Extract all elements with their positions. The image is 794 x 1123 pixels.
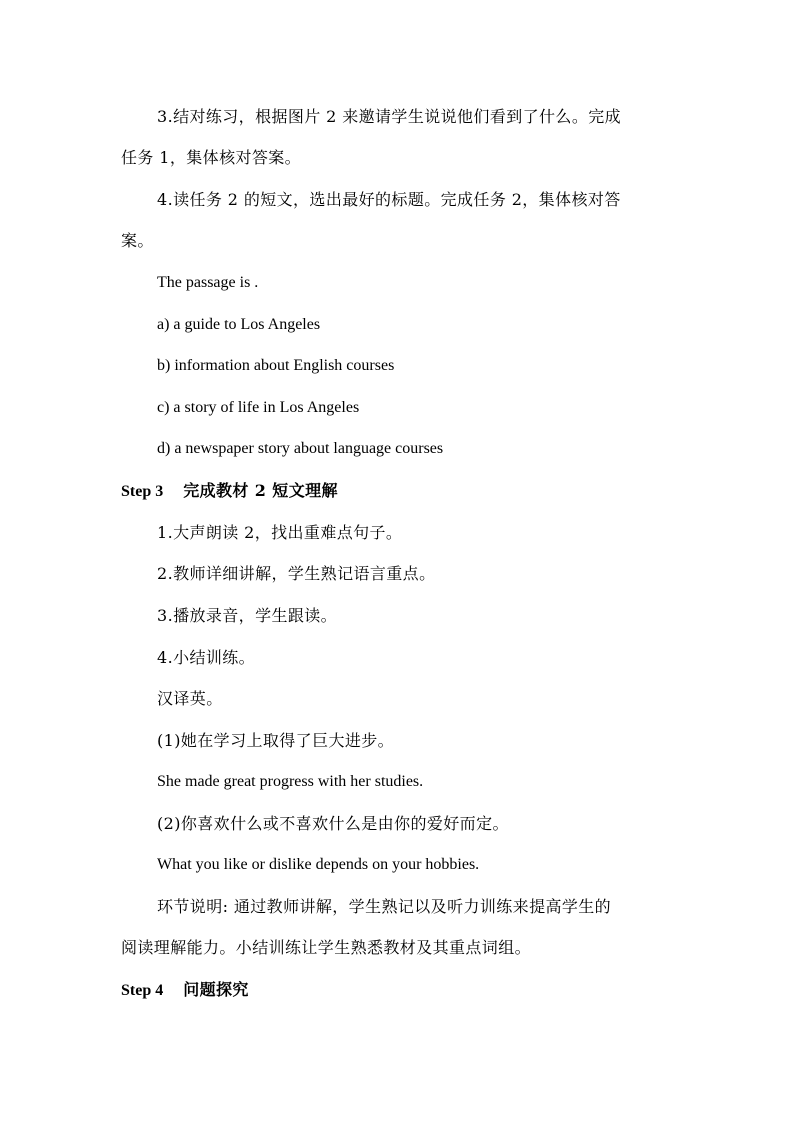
step-3-item-3: 3.播放录音，学生跟读。 bbox=[157, 606, 338, 625]
note-line-1: 环节说明: 通过教师讲解，学生熟记以及听力训练来提高学生的 bbox=[157, 897, 612, 916]
question-text: The passage is . bbox=[157, 274, 259, 291]
step-4-title: 问题探究 bbox=[183, 980, 249, 999]
paragraph-3-line-1: 3.结对练习，根据图片 2 来邀请学生说说他们看到了什么。完成 bbox=[157, 107, 622, 126]
option-d: d) a newspaper story about language courses bbox=[157, 440, 444, 457]
paragraph-3-line-2: 任务 1，集体核对答案。 bbox=[121, 148, 302, 167]
paragraph-4-line-1: 4.读任务 2 的短文，选出最好的标题。完成任务 2，集体核对答 bbox=[157, 190, 621, 209]
step-3-item-1: 1.大声朗读 2，找出重难点句子。 bbox=[157, 523, 403, 542]
exercise-1-english: She made great progress with her studies. bbox=[157, 773, 424, 790]
step-3-item-2: 2.教师详细讲解，学生熟记语言重点。 bbox=[157, 564, 436, 583]
step-4-heading bbox=[121, 980, 249, 1001]
step-3-title: 完成教材 2 短文理解 bbox=[183, 481, 338, 500]
option-c: c) a story of life in Los Angeles bbox=[157, 399, 360, 416]
option-b: b) information about English courses bbox=[157, 357, 395, 374]
step-3-item-4: 4.小结训练。 bbox=[157, 648, 256, 667]
step-3-label: Step 3 bbox=[121, 483, 164, 500]
paragraph-4-line-2: 案。 bbox=[121, 231, 154, 250]
exercise-1-chinese: (1)她在学习上取得了巨大进步。 bbox=[157, 731, 395, 750]
translate-label: 汉译英。 bbox=[157, 689, 223, 708]
option-a: a) a guide to Los Angeles bbox=[157, 316, 321, 333]
exercise-2-english: What you like or dislike depends on your hobbies. bbox=[157, 856, 480, 873]
exercise-2-chinese: (2)你喜欢什么或不喜欢什么是由你的爱好而定。 bbox=[157, 814, 509, 833]
step-3-heading bbox=[121, 481, 338, 502]
step-4-label: Step 4 bbox=[121, 982, 164, 999]
note-line-2: 阅读理解能力。小结训练让学生熟悉教材及其重点词组。 bbox=[121, 938, 532, 957]
